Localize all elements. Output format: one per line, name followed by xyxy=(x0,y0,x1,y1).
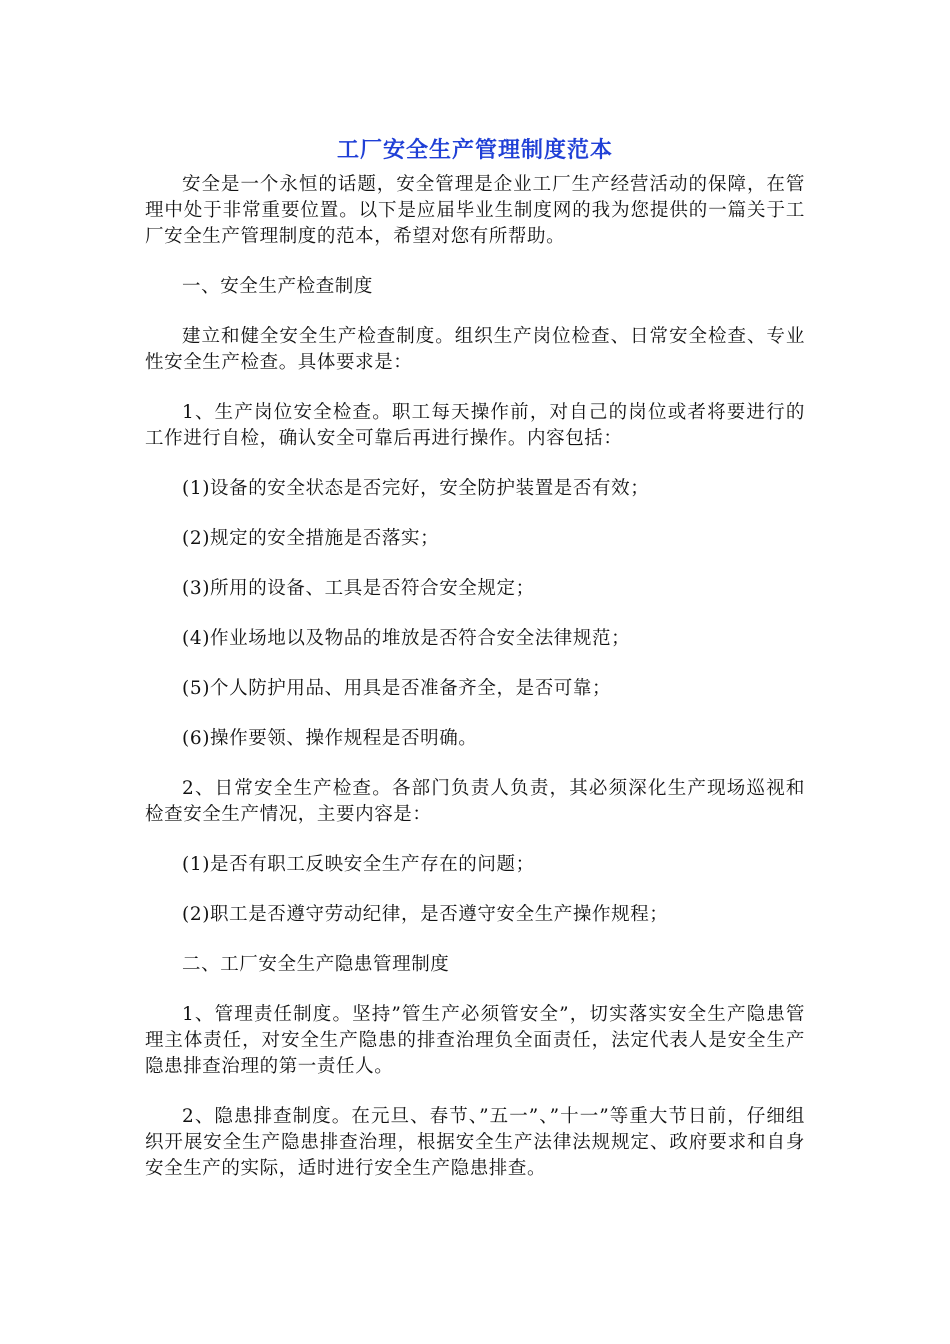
list-item: (5)个人防护用品、用具是否准备齐全，是否可靠； xyxy=(182,678,612,699)
list-item: (2)职工是否遵守劳动纪律，是否遵守安全生产操作规程； xyxy=(182,904,669,925)
paragraph-responsibility: 1、管理责任制度。坚持”管生产必须管安全”，切实落实安全生产隐患管理主体责任，对安全生产隐患的排查治理负全面责任，法定代表人是安全生产隐患排查治理的第一责任人。 xyxy=(145,1004,805,1077)
list-item: (3)所用的设备、工具是否符合安全规定； xyxy=(182,578,535,599)
paragraph-post-inspection: 1、生产岗位安全检查。职工每天操作前，对自己的岗位或者将要进行的工作进行自检，确认安全可靠后再进行操作。内容包括： xyxy=(145,402,805,449)
paragraph-intro: 安全是一个永恒的话题，安全管理是企业工厂生产经营活动的保障，在管理中处于非常重要位置。以下是应届毕业生制度网的我为您提供的一篇关于工厂安全生产管理制度的范本，希望对您有所帮助。 xyxy=(145,174,805,247)
list-item: (2)规定的安全措施是否落实； xyxy=(182,528,440,549)
document-title: 工厂安全生产管理制度范本 xyxy=(336,138,613,163)
list-item: (1)是否有职工反映安全生产存在的问题； xyxy=(182,854,535,875)
document-page xyxy=(145,130,805,1182)
paragraph-inspection-system: 建立和健全安全生产检查制度。组织生产岗位检查、日常安全检查、专业性安全生产检查。具体要求是： xyxy=(145,326,805,373)
heading-section-1: 一、安全生产检查制度 xyxy=(182,276,374,297)
paragraph-hazard-check: 2、隐患排查制度。在元旦、春节、”五一”、”十一”等重大节日前，仔细组织开展安全生产隐患排查治理，根据安全生产法律法规规定、政府要求和自身安全生产的实际，适时进行安全生产隐患排查。 xyxy=(145,1106,805,1179)
paragraph-daily-inspection: 2、日常安全生产检查。各部门负责人负责，其必须深化生产现场巡视和检查安全生产情况，主要内容是： xyxy=(145,778,805,825)
list-item: (4)作业场地以及物品的堆放是否符合安全法律规范； xyxy=(182,628,631,649)
list-item: (6)操作要领、操作规程是否明确。 xyxy=(182,728,478,749)
list-item: (1)设备的安全状态是否完好，安全防护装置是否有效； xyxy=(182,478,650,499)
heading-section-2: 二、工厂安全生产隐患管理制度 xyxy=(182,954,450,975)
